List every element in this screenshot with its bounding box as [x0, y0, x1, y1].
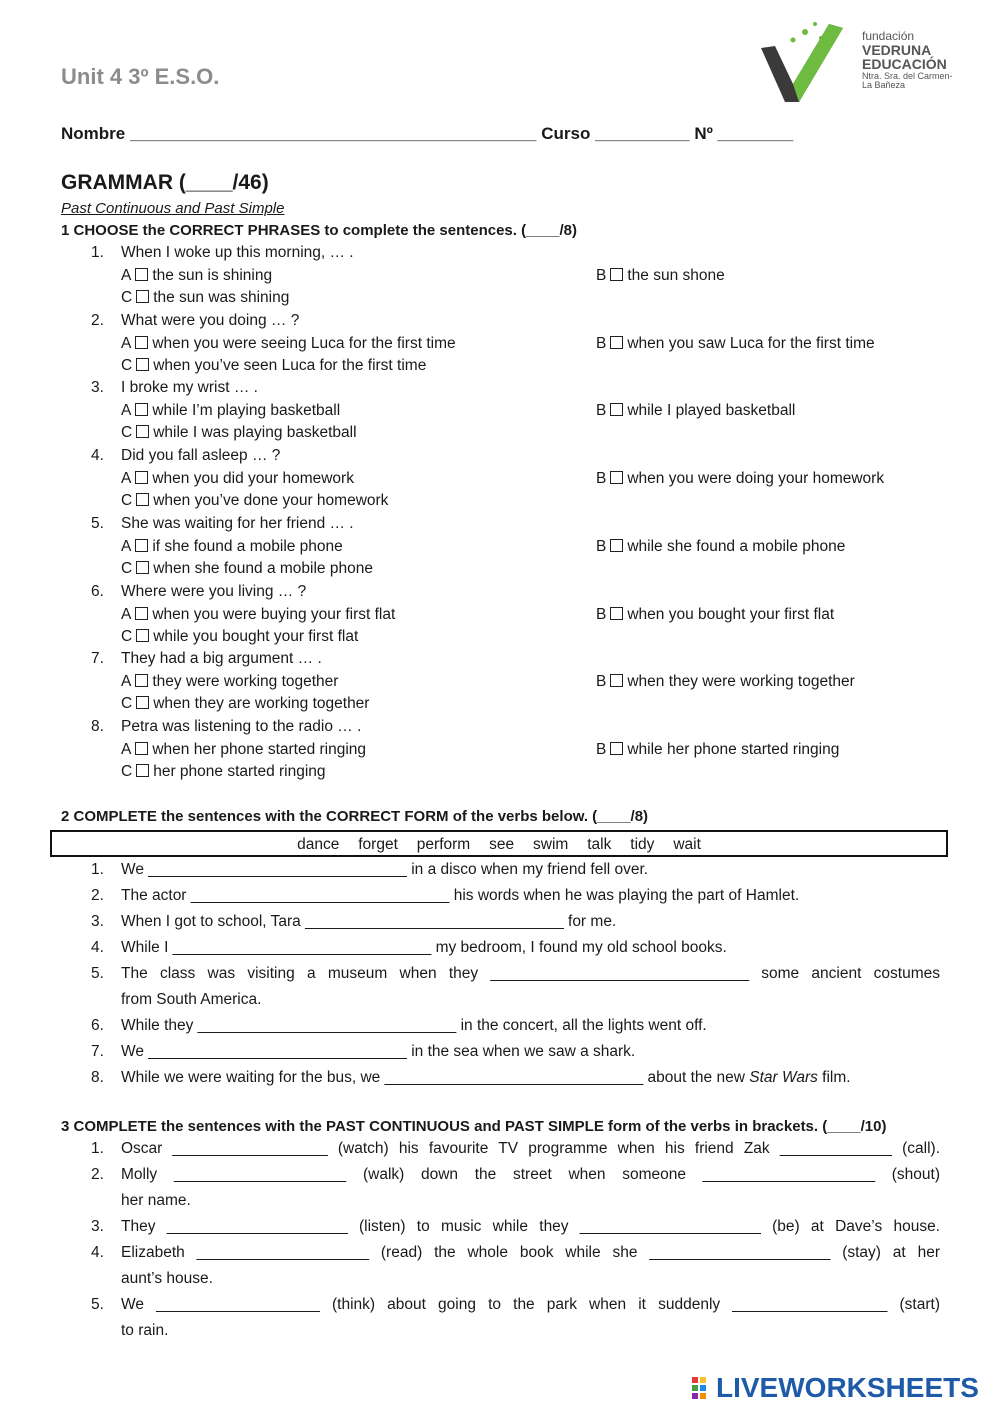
sentence-text — [121, 1069, 940, 1087]
question-number: 2. — [91, 312, 104, 329]
option-text: when you were buying your first flat — [152, 606, 396, 623]
sentence-number: 1. — [91, 861, 104, 878]
checkbox[interactable] — [136, 290, 149, 303]
option-b — [596, 538, 845, 556]
question-number: 6. — [91, 583, 104, 600]
option-c — [121, 424, 357, 442]
option-b — [596, 673, 855, 691]
option-letter: C — [121, 628, 133, 645]
option-letter: B — [596, 470, 607, 487]
sentence-continuation: aunt’s house. — [121, 1270, 213, 1287]
checkbox[interactable] — [610, 471, 623, 484]
option-letter: B — [596, 606, 607, 623]
option-a — [121, 470, 354, 488]
sentence-text: We ___________________ (think) about going to the park when it suddenly __________________ (start) — [121, 1296, 940, 1313]
checkbox[interactable] — [136, 425, 149, 438]
question-text: She was waiting for her friend … . — [121, 515, 354, 532]
sentence-text: Elizabeth ____________________ (read) the whole book while she _____________________ (stay) at her — [121, 1244, 940, 1261]
option-a — [121, 673, 338, 691]
sentence-continuation: her name. — [121, 1192, 191, 1209]
sentence-text: We ______________________________ in the sea when we saw a shark. — [121, 1043, 636, 1060]
option-letter: A — [121, 267, 132, 284]
option-c — [121, 560, 373, 578]
checkbox[interactable] — [136, 696, 149, 709]
question-text: Where were you living … ? — [121, 583, 307, 600]
liveworksheets-logo-icon — [692, 1377, 714, 1401]
checkbox[interactable] — [136, 493, 149, 506]
question-number: 1. — [91, 244, 104, 261]
grammar-subtitle: Past Continuous and Past Simple — [61, 200, 285, 217]
checkbox[interactable] — [610, 336, 623, 349]
checkbox[interactable] — [610, 742, 623, 755]
logo-text — [862, 30, 953, 91]
sentence-number: 7. — [91, 1043, 104, 1060]
option-text: when you bought your first flat — [627, 606, 835, 623]
option-c — [121, 289, 289, 307]
option-b — [596, 267, 725, 285]
option-letter: B — [596, 335, 607, 352]
sentence-text: While I ______________________________ my bedroom, I found my old school books. — [121, 939, 727, 956]
checkbox[interactable] — [610, 539, 623, 552]
question-number: 3. — [91, 379, 104, 396]
option-letter: A — [121, 538, 132, 555]
checkbox[interactable] — [136, 358, 149, 371]
option-text: when you did your homework — [152, 470, 354, 487]
option-letter: A — [121, 741, 132, 758]
sentence-text: Molly ____________________ (walk) down the street when someone ____________________ (shout) — [121, 1166, 940, 1183]
sentence-text: We ______________________________ in a disco when my friend fell over. — [121, 861, 649, 878]
option-letter: C — [121, 492, 133, 509]
option-letter: B — [596, 741, 607, 758]
option-a — [121, 741, 366, 759]
sentence-part: film. — [817, 1069, 851, 1086]
option-c — [121, 763, 326, 781]
checkbox[interactable] — [135, 674, 148, 687]
question-text: Petra was listening to the radio … . — [121, 718, 362, 735]
option-text: the sun was shining — [153, 289, 290, 306]
sentence-text: The actor ______________________________ his words when he was playing the part of Hamlet. — [121, 887, 800, 904]
option-text: when they were working together — [627, 673, 855, 690]
option-text: while her phone started ringing — [627, 741, 840, 758]
question-number: 7. — [91, 650, 104, 667]
option-text: her phone started ringing — [153, 763, 326, 780]
logo-line: La Bañeza — [862, 80, 906, 91]
checkbox[interactable] — [135, 336, 148, 349]
section2-heading: 2 COMPLETE the sentences with the CORRECT FORM of the verbs below. (____/8) — [61, 808, 649, 825]
option-c — [121, 628, 358, 646]
option-text: when you were seeing Luca for the first time — [152, 335, 456, 352]
option-letter: B — [596, 267, 607, 284]
section3-heading: 3 COMPLETE the sentences with the PAST CONTINUOUS and PAST SIMPLE form of the verbs in brackets. (____/10) — [61, 1118, 887, 1135]
sentence-text: While they ______________________________ in the concert, all the lights went off. — [121, 1017, 707, 1034]
option-letter: B — [596, 402, 607, 419]
option-text: while I was playing basketball — [153, 424, 357, 441]
option-b — [596, 606, 834, 624]
option-text: if she found a mobile phone — [152, 538, 343, 555]
option-text: when you’ve seen Luca for the first time — [153, 357, 427, 374]
sentence-number: 4. — [91, 939, 104, 956]
option-text: while you bought your first flat — [153, 628, 359, 645]
question-text: What were you doing … ? — [121, 312, 300, 329]
option-a — [121, 538, 343, 556]
option-text: they were working together — [152, 673, 339, 690]
section1-heading: 1 CHOOSE the CORRECT PHRASES to complete the sentences. (____/8) — [61, 222, 577, 239]
question-text: When I woke up this morning, … . — [121, 244, 354, 261]
option-letter: B — [596, 673, 607, 690]
sentence-continuation: from South America. — [121, 991, 262, 1008]
sentence-number: 2. — [91, 1166, 104, 1183]
option-c — [121, 492, 388, 510]
option-text: the sun is shining — [152, 267, 273, 284]
checkbox[interactable] — [135, 471, 148, 484]
sentence-number: 5. — [91, 965, 104, 982]
sentence-number: 4. — [91, 1244, 104, 1261]
sentence-part: While we were waiting for the bus, we ______________________________ about the new — [121, 1069, 750, 1086]
name-course-number-line[interactable]: Nombre ___________________________________________ Curso __________ Nº ________ — [61, 124, 794, 143]
checkbox[interactable] — [610, 268, 623, 281]
option-c — [121, 695, 369, 713]
question-text: Did you fall asleep … ? — [121, 447, 281, 464]
logo-line: fundación — [862, 29, 915, 43]
sentence-number: 6. — [91, 1017, 104, 1034]
option-letter: A — [121, 402, 132, 419]
option-letter: C — [121, 289, 133, 306]
option-a — [121, 606, 395, 624]
option-text: while I’m playing basketball — [152, 402, 341, 419]
sentence-text: They _____________________ (listen) to music while they _____________________ (be) at Dave’s house. — [121, 1218, 940, 1235]
option-text: when her phone started ringing — [152, 741, 367, 758]
option-letter: C — [121, 560, 133, 577]
sentence-text: The class was visiting a museum when they ______________________________ some ancient costumes — [121, 965, 940, 982]
sentence-number: 8. — [91, 1069, 104, 1086]
sentence-number: 1. — [91, 1140, 104, 1157]
option-a — [121, 335, 456, 353]
vedruna-logo-icon — [755, 18, 855, 106]
option-text: while I played basketball — [627, 402, 796, 419]
question-number: 4. — [91, 447, 104, 464]
film-title: Star Wars — [749, 1069, 818, 1086]
option-c — [121, 357, 426, 375]
option-b — [596, 470, 884, 488]
sentence-number: 3. — [91, 1218, 104, 1235]
checkbox[interactable] — [136, 629, 149, 642]
question-text: I broke my wrist … . — [121, 379, 258, 396]
question-text: They had a big argument … . — [121, 650, 322, 667]
option-letter: C — [121, 357, 133, 374]
liveworksheets-brand: LIVEWORKSHEETS — [716, 1372, 979, 1403]
sentence-text: When I got to school, Tara ______________________________ for me. — [121, 913, 617, 930]
checkbox[interactable] — [610, 607, 623, 620]
sentence-number: 5. — [91, 1296, 104, 1313]
sentence-continuation: to rain. — [121, 1322, 169, 1339]
option-letter: A — [121, 673, 132, 690]
sentence-text: Oscar __________________ (watch) his favourite TV programme when his friend Zak _____________ (call). — [121, 1140, 940, 1157]
option-text: when you were doing your homework — [627, 470, 885, 487]
checkbox[interactable] — [135, 742, 148, 755]
option-b — [596, 402, 795, 420]
checkbox[interactable] — [135, 268, 148, 281]
checkbox[interactable] — [610, 674, 623, 687]
checkbox[interactable] — [136, 764, 149, 777]
checkbox[interactable] — [135, 607, 148, 620]
grammar-title: GRAMMAR (____/46) — [61, 171, 269, 194]
checkbox[interactable] — [135, 539, 148, 552]
question-number: 8. — [91, 718, 104, 735]
option-a — [121, 267, 272, 285]
option-text: when she found a mobile phone — [153, 560, 373, 577]
option-text: while she found a mobile phone — [627, 538, 846, 555]
unit-title: Unit 4 3º E.S.O. — [61, 64, 220, 89]
option-text: when they are working together — [153, 695, 370, 712]
checkbox[interactable] — [610, 403, 623, 416]
option-letter: A — [121, 470, 132, 487]
question-number: 5. — [91, 515, 104, 532]
option-text: when you’ve done your homework — [153, 492, 389, 509]
sentence-number: 3. — [91, 913, 104, 930]
logo-line: VEDRUNA — [862, 41, 932, 58]
word-bank: dance forget perform see swim talk tidy wait — [50, 830, 948, 857]
option-text: the sun shone — [627, 267, 725, 284]
option-letter: C — [121, 763, 133, 780]
sentence-number: 2. — [91, 887, 104, 904]
option-a — [121, 402, 340, 420]
option-letter: C — [121, 424, 133, 441]
option-letter: B — [596, 538, 607, 555]
option-b — [596, 335, 875, 353]
option-letter: C — [121, 695, 133, 712]
option-text: when you saw Luca for the first time — [627, 335, 875, 352]
logo-line: EDUCACIÓN — [862, 56, 947, 73]
option-letter: A — [121, 606, 132, 623]
option-letter: A — [121, 335, 132, 352]
checkbox[interactable] — [136, 561, 149, 574]
option-b — [596, 741, 839, 759]
checkbox[interactable] — [135, 403, 148, 416]
logo-line: Ntra. Sra. del Carmen- — [862, 70, 953, 81]
